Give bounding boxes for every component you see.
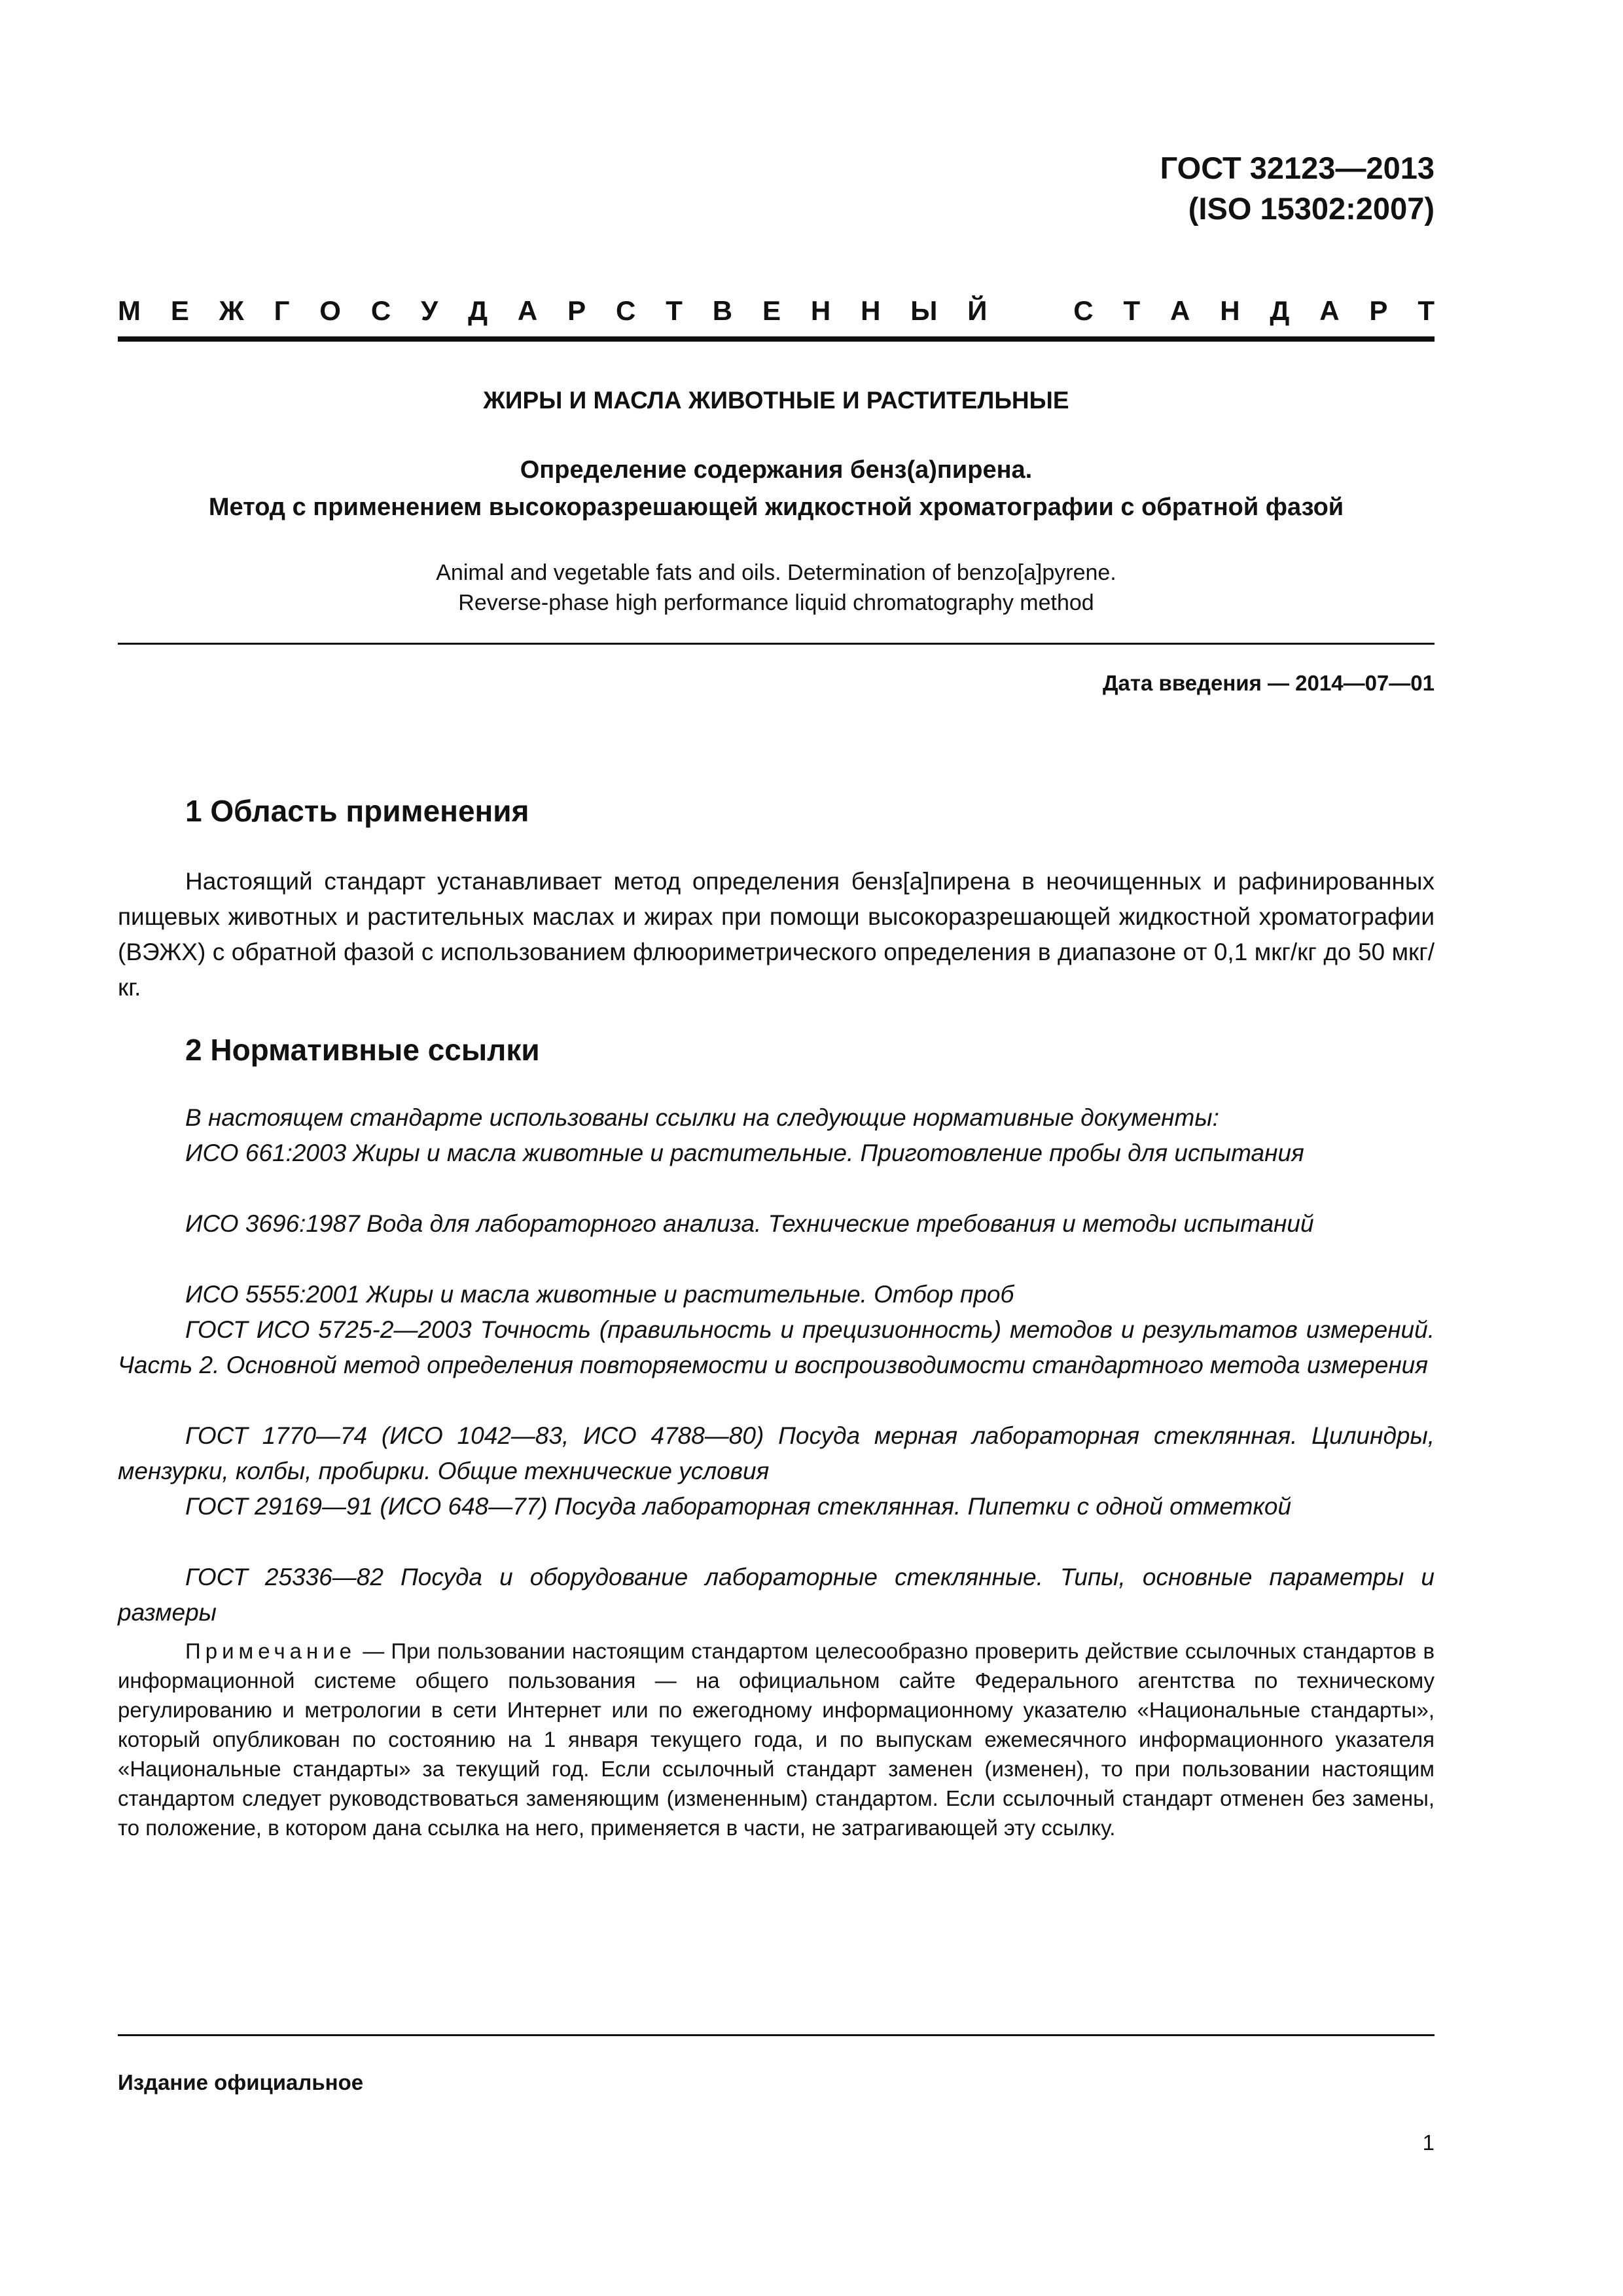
section-1-heading: 1 Область применения [185,794,529,828]
english-title-line-1: Animal and vegetable fats and oils. Determination of benzo[a]pyrene. [436,560,1116,585]
reference-item: ИСО 3696:1987 Вода для лабораторного анализа. Технические требования и методы испытаний [185,1210,1314,1237]
letter: Г [274,295,290,326]
reference-item: ГОСТ ИСО 5725-2—2003 Точность (правильность и прецизионность) методов и результатов измерений. Часть 2. Основной метод определения повторяемости и воспроизводимости стандартного метода измерения [118,1316,1435,1378]
interstate-standard-header [118,291,1435,331]
letter: Е [170,295,189,326]
subtitle-line-2: Метод с применением высокоразрешающей жидкостной хроматографии с обратной фазой [208,493,1344,521]
letter: У [421,295,438,326]
note-label: Примечание [185,1639,357,1663]
official-edition-label: Издание официальное [118,2070,364,2094]
letter: Ы [910,295,938,326]
note-text: — При пользовании настоящим стандартом целесообразно проверить действие ссылочных стандартов в информационной системе общего пользования — на официальном сайте Федерального агентства по техническому регулированию и метрологии в сети Интернет или по ежегодному информационному указателю «Национальные стандарты», который опубликован по состоянию на 1 января текущего года, и по выпускам ежемесячного информационного указателя «Национальные стандарты» за текущий год. Если ссылочный стандарт заменен (изменен), то при пользовании настоящим стандартом следует руководствоваться заменяющим (измененным) стандартом. Если ссылочный стандарт отменен без замены, то положение, в котором дана ссылка на него, применяется в части, не затрагивающей эту ссылку. [118,1639,1435,1840]
iso-number: (ISO 15302:2007) [1188,191,1435,226]
letter: В [712,295,733,326]
letter: А [1319,295,1340,326]
date-introduced: Дата введения — 2014—07—01 [1103,671,1435,695]
letter: О [319,295,341,326]
letter: Н [861,295,881,326]
letter: Д [468,295,488,326]
letter: Ж [219,295,244,326]
letter: Т [1418,295,1435,326]
letter: Н [810,295,831,326]
english-title-line-2: Reverse-phase high performance liquid chromatography method [458,590,1094,615]
reference-item: ИСО 5555:2001 Жиры и масла животные и растительные. Отбор проб [185,1281,1014,1308]
letter: М [118,295,141,326]
subtitle-line-1: Определение содержания бенз(а)пирена. [520,456,1033,484]
section-2-intro: В настоящем стандарте использованы ссылки на следующие нормативные документы: [185,1104,1219,1131]
letter: Й [967,295,988,326]
reference-item: ГОСТ 1770—74 (ИСО 1042—83, ИСО 4788—80) Посуда мерная лабораторная стеклянная. Цилиндры, мензурки, колбы, пробирки. Общие технические условия [118,1422,1435,1484]
letter: С [370,295,391,326]
document-subtitle [118,452,1435,526]
gost-number: ГОСТ 32123—2013 [1160,151,1435,185]
note-paragraph [118,1636,1435,1842]
footer-rule [118,2034,1435,2036]
reference-item: ИСО 661:2003 Жиры и масла животные и растительные. Приготовление пробы для испытания [185,1139,1304,1166]
gost-number-block [1160,148,1435,229]
letter: Р [1369,295,1388,326]
page-number: 1 [1422,2130,1435,2155]
english-title [118,558,1435,618]
section-1-paragraph [118,864,1435,1005]
section-1-text: Настоящий стандарт устанавливает метод определения бенз[а]пирена в неочищенных и рафинированных пищевых животных и растительных маслах и жирах при помощи высокоразрешающей жидкостной хроматографии (ВЭЖХ) с обратной фазой с использованием флюориметрического определения в диапазоне от 0,1 мкг/кг до 50 мкг/кг. [118,868,1435,1001]
title-rule [118,643,1435,645]
section-2-heading: 2 Нормативные ссылки [185,1033,540,1067]
letter: Д [1270,295,1290,326]
letter: Т [1123,295,1141,326]
reference-item: ГОСТ 25336—82 Посуда и оборудование лабораторные стеклянные. Типы, основные параметры и размеры [118,1564,1435,1626]
reference-item: ГОСТ 29169—91 (ИСО 648—77) Посуда лабораторная стеклянная. Пипетки с одной отметкой [185,1493,1292,1520]
header-thick-rule [118,336,1435,342]
letter: Р [567,295,586,326]
letter: С [615,295,636,326]
letter: С [1073,295,1094,326]
letter: А [1169,295,1190,326]
letter: Е [762,295,781,326]
letter: А [517,295,538,326]
letter: Т [666,295,683,326]
letter: Н [1220,295,1240,326]
document-title: ЖИРЫ И МАСЛА ЖИВОТНЫЕ И РАСТИТЕЛЬНЫЕ [483,387,1069,414]
